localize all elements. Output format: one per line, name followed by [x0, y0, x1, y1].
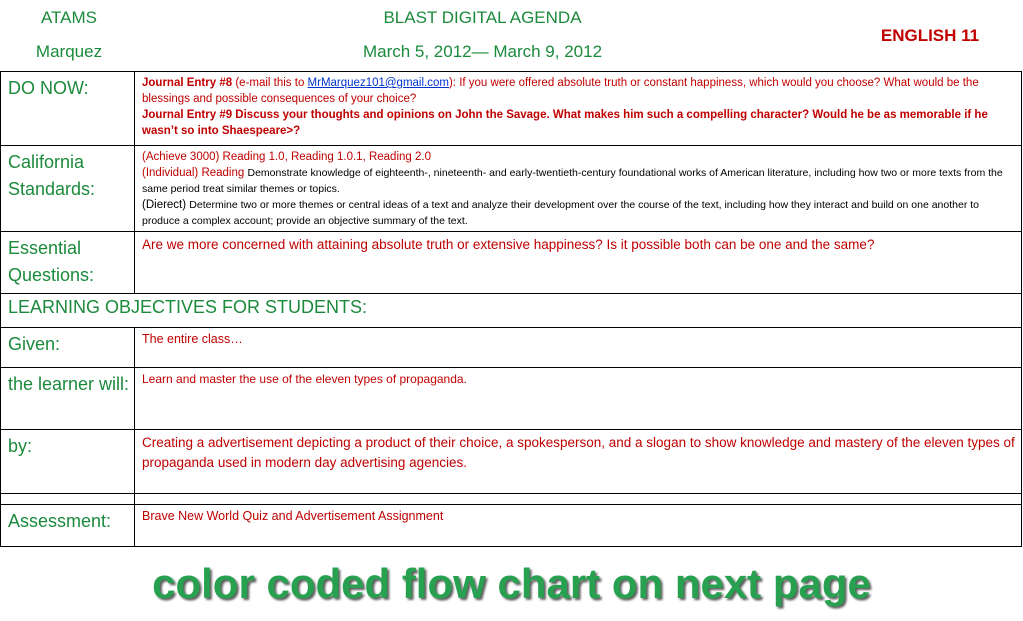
by-text: Creating a advertisement depicting a product of their choice, a spokesperson, and a slogan to show knowledge and mastery of the eleven types of propaganda used in modern day advertising agencies.: [135, 430, 1022, 494]
course-name: ENGLISH 11: [880, 26, 980, 45]
journal-8-label: Journal Entry #8: [142, 77, 233, 89]
given-text: The entire class…: [135, 328, 1022, 368]
essential-label: Essential Questions:: [1, 232, 135, 294]
row-assessment: [1, 505, 1022, 547]
email-link[interactable]: MrMarquez101@gmail.com: [307, 77, 449, 89]
spacer-cell-right: [135, 494, 1022, 505]
school-name: ATAMS: [40, 8, 98, 27]
standards-content: [135, 146, 1022, 232]
do-now-content: [135, 72, 1022, 146]
standards-label: California Standards:: [1, 146, 135, 232]
row-given: [1, 328, 1022, 368]
row-essential: [1, 232, 1022, 294]
agenda-dates: March 5, 2012— March 9, 2012: [362, 42, 603, 61]
row-standards: [1, 146, 1022, 232]
row-spacer: [1, 494, 1022, 505]
row-by: [1, 430, 1022, 494]
teacher-name: Marquez: [35, 42, 103, 61]
individual-standard: Demonstrate knowledge of eighteenth-, nineteenth- and early-twentieth-century foundational works of American literature, including how two or more texts from the same period treat similar themes or topics.: [142, 167, 1003, 195]
journal-8-text: ): If you were offered absolute truth or constant happiness, which would you choose? What would be the blessings and possible consequences of your choice?: [142, 77, 979, 105]
do-now-label: DO NOW:: [1, 72, 135, 146]
footer-note: color coded flow chart on next page: [152, 560, 871, 607]
individual-prefix: (Individual) Reading: [142, 167, 248, 179]
row-objectives: [1, 294, 1022, 328]
given-label: Given:: [1, 328, 135, 368]
essential-text: Are we more concerned with attaining absolute truth or extensive happiness? Is it possible both can be one and the same?: [135, 232, 1022, 294]
by-label: by:: [1, 430, 135, 494]
row-learner: [1, 368, 1022, 430]
assessment-text: Brave New World Quiz and Advertisement Assignment: [135, 505, 1022, 547]
learner-text: Learn and master the use of the eleven types of propaganda.: [135, 368, 1022, 430]
direct-standard: Determine two or more themes or central ideas of a text and analyze their development over the course of the text, including how they interact and build on one another to produce a complex account; provide an objective summary of the text.: [142, 199, 979, 227]
assessment-label: Assessment:: [1, 505, 135, 547]
achieve-standards: (Achieve 3000) Reading 1.0, Reading 1.0.1, Reading 2.0: [142, 151, 431, 163]
objectives-heading: LEARNING OBJECTIVES FOR STUDENTS:: [1, 294, 1022, 328]
learner-label: the learner will:: [1, 368, 135, 430]
journal-9-text: Journal Entry #9 Discuss your thoughts and opinions on John the Savage. What makes him such a compelling character? Would he be as memorable if he wasn’t so into Shaespeare>?: [142, 109, 988, 137]
direct-prefix: (Dierect): [142, 199, 190, 211]
journal-8-open: (e-mail this to: [232, 77, 308, 89]
spacer-cell-left: [1, 494, 135, 505]
agenda-title: BLAST DIGITAL AGENDA: [383, 8, 582, 27]
row-do-now: [1, 72, 1022, 146]
agenda-table: [0, 71, 1022, 547]
